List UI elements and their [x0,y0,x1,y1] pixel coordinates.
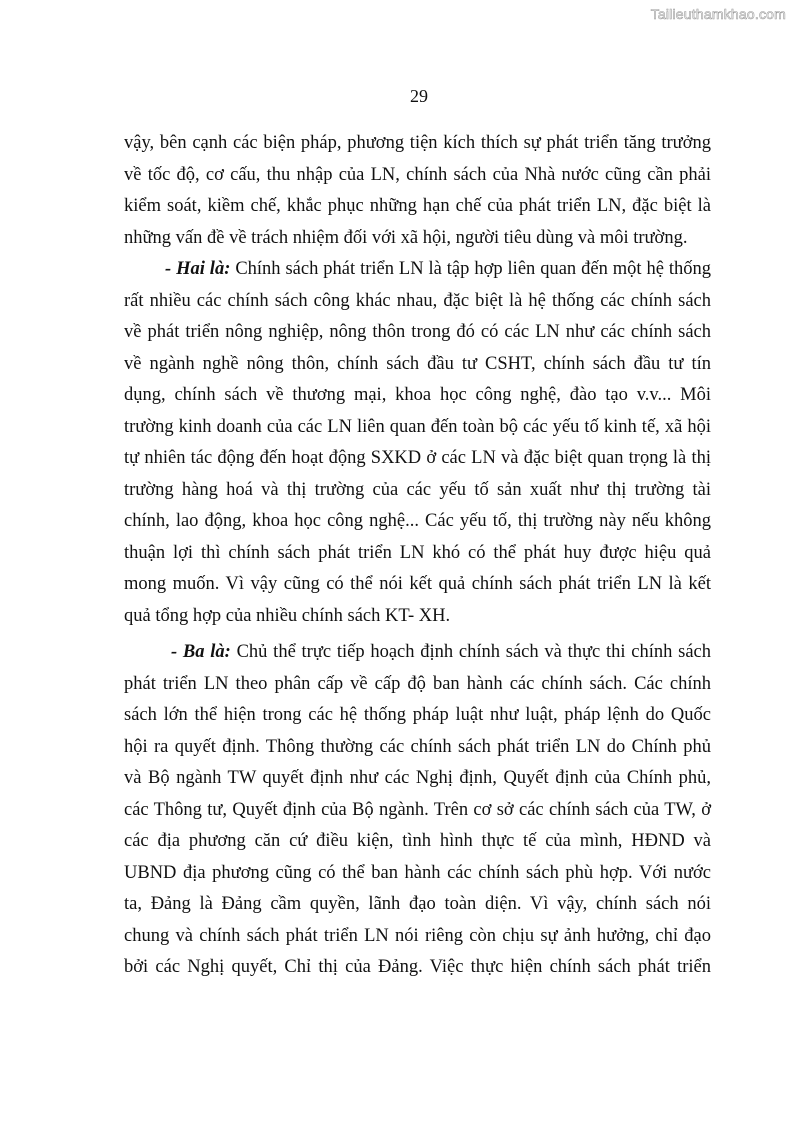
text-line: về tốc độ, cơ cấu, thu nhập của LN, chính sách của Nhà nước cũng cần phải [124,164,711,185]
text-line: kiểm soát, kiềm chế, khắc phục những hạn chế của phát triển LN, đặc biệt là [124,196,711,216]
text-line: và Bộ ngành TW quyết định như các Nghị định, Quyết định của Chính phủ, [124,768,711,788]
page-number: 29 [410,86,428,106]
text-line: các Thông tư, Quyết định của Bộ ngành. Trên cơ sở các chính sách của TW, ở [124,799,711,820]
text-line: dụng, chính sách về thương mại, khoa học công nghệ, đào tạo v.v... Môi [124,385,711,405]
text-line: bởi các Nghị quyết, Chỉ thị của Đảng. Việc thực hiện chính sách phát triển [124,957,711,977]
text-run: Chính sách phát triển LN là tập hợp liên quan đến một hệ thống [235,259,712,279]
text-line: quả tổng hợp của nhiều chính sách KT- XH. [124,605,451,626]
text-line: thuận lợi thì chính sách phát triển LN khó có thể phát huy được hiệu quả [124,542,711,563]
paragraph-1 [124,128,711,254]
text-line: sách lớn thể hiện trong các hệ thống pháp luật như luật, pháp lệnh do Quốc [124,705,711,725]
text-line: về ngành nghề nông thôn, chính sách đầu tư CSHT, chính sách đầu tư tín [124,353,711,374]
paragraph-lead-ba-la: - Ba là: [171,642,231,662]
text-line: chính, lao động, khoa học công nghệ... Các yếu tố, thị trường này nếu không [124,511,711,531]
text-line: vậy, bên cạnh các biện pháp, phương tiện kích thích sự phát triển tăng trưởng [124,133,711,153]
text-line: những vấn đề về trách nhiệm đối với xã hội, người tiêu dùng và môi trường. [124,227,688,248]
text-line: ta, Đảng là Đảng cầm quyền, lãnh đạo toàn diện. Vì vậy, chính sách nói [124,894,711,914]
text-line: rất nhiều các chính sách công khác nhau, đặc biệt là hệ thống các chính sách [124,290,711,311]
text-line: các địa phương căn cứ điều kiện, tình hình thực tế của mình, HĐND và [124,831,711,851]
text-line: về phát triển nông nghiệp, nông thôn trong đó có các LN như các chính sách [124,322,711,342]
document-body [124,128,711,984]
watermark-text: Tailieuthamkhao.com [650,6,786,22]
paragraph-lead-hai-la: - Hai là: [165,259,231,279]
text-line: trường kinh doanh của các LN liên quan đến toàn bộ các yếu tố kinh tế, xã hội [124,416,711,437]
text-line: tự nhiên tác động đến hoạt động SXKD ở các LN và đặc biệt quan trọng là thị [124,448,711,468]
text-run: Chủ thể trực tiếp hoạch định chính sách và thực thi chính sách [236,642,711,662]
text-line: trường hàng hoá và thị trường của các yếu tố sản xuất như thị trường tài [124,479,711,500]
text-line: UBND địa phương cũng có thể ban hành các chính sách phù hợp. Với nước [124,862,711,883]
text-line: chung và chính sách phát triển LN nói riêng còn chịu sự ảnh hưởng, chỉ đạo [124,925,711,946]
paragraph-2 [124,254,711,632]
text-line: mong muốn. Vì vậy cũng có thể nói kết quả chính sách phát triển LN là kết [124,574,711,594]
paragraph-3 [124,637,711,984]
text-line: phát triển LN theo phân cấp về cấp độ ban hành các chính sách. Các chính [124,673,711,694]
text-line [124,637,711,669]
text-line [124,254,711,286]
text-line: hội ra quyết định. Thông thường các chính sách phát triển LN do Chính phủ [124,736,711,757]
